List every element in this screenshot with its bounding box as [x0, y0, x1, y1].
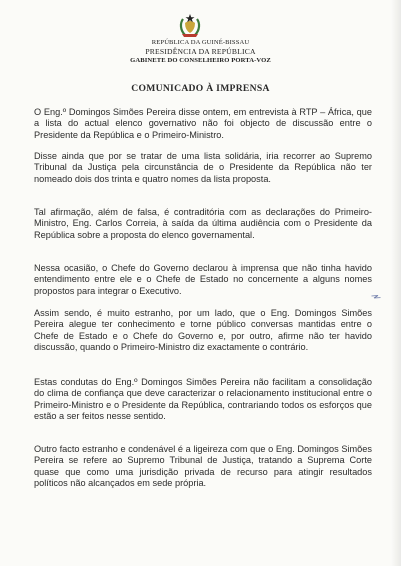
paragraph-4: Nessa ocasião, o Chefe do Governo declarou à imprensa que não tinha havido entendimento entre ele e o Chefe de Estado no concernente a alguns nomes propostos para integrar o Executivo. [34, 263, 372, 296]
paragraph-6: Estas condutas do Eng.º Domingos Simões Pereira não facilitam a consolidação do clima de confiança que deve caracterizar o relacionamento institucional entre o Primeiro-Ministro e o Presidente da República, contrariando todos os esforços que estão a ser feitos nesse sentido. [34, 377, 372, 422]
document-title: COMUNICADO À IMPRENSA [131, 83, 270, 94]
coat-of-arms-icon [178, 13, 202, 39]
paragraph-3: Tal afirmação, além de falsa, é contraditória com as declarações do Primeiro-Ministro, Eng. Carlos Correia, à saída da última audiência com o Presidente da República sobre a proposta do elenco governamental. [34, 207, 372, 240]
letterhead-institution: PRESIDÊNCIA DA REPÚBLICA [145, 47, 256, 56]
paragraph-2: Disse ainda que por se tratar de uma lista solidária, iria recorrer ao Supremo Tribunal da Justiça pela circunstância de o Presidente da República não ter nomeado dois dos trinta e quatro nomes da lista proposta. [34, 151, 372, 184]
paragraph-1: O Eng.º Domingos Simões Pereira disse ontem, em entrevista à RTP – África, que a lista do actual elenco governativo não foi objecto de discussão entre o Presidente da República e o Primeiro-Ministro. [34, 107, 372, 140]
letterhead-office: GABINETE DO CONSELHEIRO PORTA-VOZ [130, 57, 271, 64]
paragraph-7: Outro facto estranho e condenável é a ligeireza com que o Eng. Domingos Simões Pereira se refere ao Supremo Tribunal de Justiça, tratando a Suprema Corte quase que como uma jurisdição privada de recurso para atingir resultados políticos não alcançados em sede própria. [34, 444, 372, 489]
paragraph-5: Assim sendo, é muito estranho, por um lado, que o Eng. Domingos Simões Pereira alegue ter conhecimento e torne público conversas mantidas entre o Chefe de Estado e o Chefe do Governo e, por outro, afirme não ter havido discussão, quando o Primeiro-Ministro diz exactamente o contrário. [34, 308, 372, 353]
letterhead-country: REPÚBLICA DA GUINÉ-BISSAU [151, 39, 250, 46]
margin-scribble [371, 294, 381, 300]
